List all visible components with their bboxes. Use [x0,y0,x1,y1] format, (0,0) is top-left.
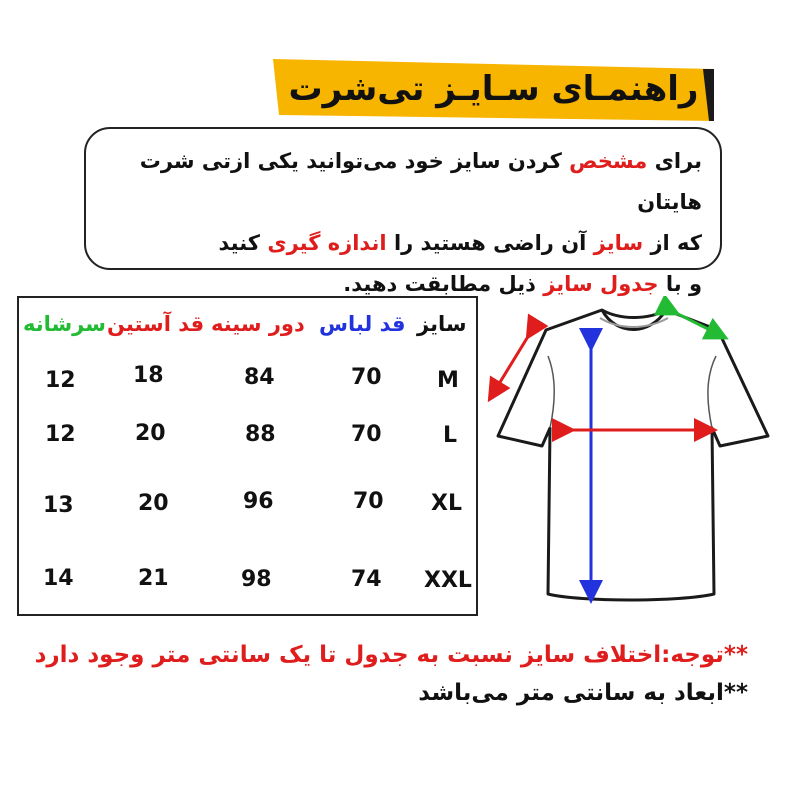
cell-length: 70 [353,489,384,514]
tshirt-outline [498,310,768,600]
cell-shoulder: 14 [43,566,74,591]
cell-sleeve: 20 [135,421,166,446]
cell-size: M [437,368,459,393]
cell-size: XXL [424,568,472,593]
cell-size: L [443,423,458,448]
cell-sleeve: 21 [138,566,169,591]
cell-length: 70 [351,422,382,447]
instructions-line-1: برای مشخص کردن سایز خود می‌توانید یکی ازتی شرت هایتان [139,149,702,214]
size-table [17,296,478,616]
cell-chest: 88 [245,422,276,447]
cell-chest: 96 [243,489,274,514]
units-note: **ابعاد به سانتی متر می‌باشد [418,680,748,706]
instructions-box [84,127,722,296]
highlight-text: سایز [593,231,644,255]
instructions-line-3: و با جدول سایز ذیل مطابقت دهید. [343,272,702,296]
highlight-text: جدول سایز [543,272,659,296]
cell-chest: 84 [244,365,275,390]
cell-shoulder: 12 [45,422,76,447]
cell-shoulder: 12 [45,368,76,393]
header-sleeve: قد آستین [107,312,205,336]
header-length: قد لباس [319,312,406,336]
header-size: سایز [417,312,467,336]
header-shoulder: سرشانه [23,312,106,336]
highlight-text: اندازه گیری [267,231,387,255]
cell-size: XL [431,491,462,516]
cell-chest: 98 [241,567,272,592]
cell-shoulder: 13 [43,493,74,518]
highlight-text: مشخص [569,149,648,173]
instructions-line-2: که از سایز آن راضی هستید را اندازه گیری کنید [218,231,702,255]
tshirt-measurement-illustration [480,296,780,618]
cell-sleeve: 20 [138,491,169,516]
page-title: راهنمـای سـایـز تی‌شرت [288,69,699,109]
notes [35,636,748,712]
header-chest: دور سینه [211,312,305,336]
cell-length: 74 [351,567,382,592]
cell-length: 70 [351,365,382,390]
title-banner [273,57,714,121]
tolerance-note: **توجه:اختلاف سایز نسبت به جدول تا یک سانتی متر وجود دارد [34,642,748,668]
cell-sleeve: 18 [133,363,164,388]
